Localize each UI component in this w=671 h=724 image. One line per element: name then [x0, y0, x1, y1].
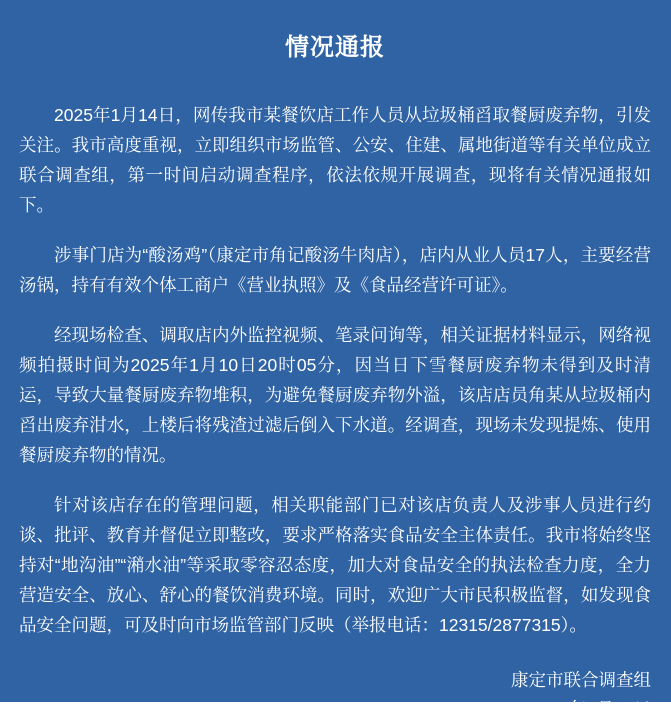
notice-body	[19, 100, 651, 640]
signature-date: 2025年1月16日	[530, 699, 651, 719]
notice-paragraph-store-info: 涉事门店为“酸汤鸡”（康定市角记酸汤牛肉店），店内从业人员17人，主要经营汤锅，持有有效个体工商户《营业执照》及《食品经营许可证》。	[19, 245, 651, 295]
signature-organization: 康定市联合调查组	[511, 670, 651, 690]
notice-paragraph-investigation-findings: 经现场检查、调取店内外监控视频、笔录问询等，相关证据材料显示，网络视频拍摄时间为2025年1月10日20时05分，因当日下雪餐厨废弃物未得到及时清运，导致大量餐厨废弃物堆积，为避免餐厨废弃物外溢，该店店员角某从垃圾桶内舀出废弃泔水，上楼后将残渣过滤后倒入下水道。经调查，现场未发现提炼、使用餐厨废弃物的情况。	[19, 325, 651, 465]
notice-paragraph-measures: 针对该店存在的管理问题，相关职能部门已对该店负责人及涉事人员进行约谈、批评、教育并督促立即整改，要求严格落实食品安全主体责任。我市将始终坚持对“地沟油”“潲水油”等采取零容忍态度，加大对食品安全的执法检查力度，全力营造安全、放心、舒心的餐饮消费环境。同时，欢迎广大市民积极监督，如发现食品安全问题，可及时向市场监管部门反映（举报电话：12315/2877315）。	[19, 495, 651, 635]
notice-paragraph-intro: 2025年1月14日，网传我市某餐饮店工作人员从垃圾桶舀取餐厨废弃物，引发关注。我市高度重视，立即组织市场监管、公安、住建、属地街道等有关单位成立联合调查组，第一时间启动调查程序，依法依规开展调查，现将有关情况通报如下。	[19, 105, 651, 215]
notice-title: 情况通报	[285, 34, 385, 61]
notice-signature-block	[19, 666, 651, 724]
